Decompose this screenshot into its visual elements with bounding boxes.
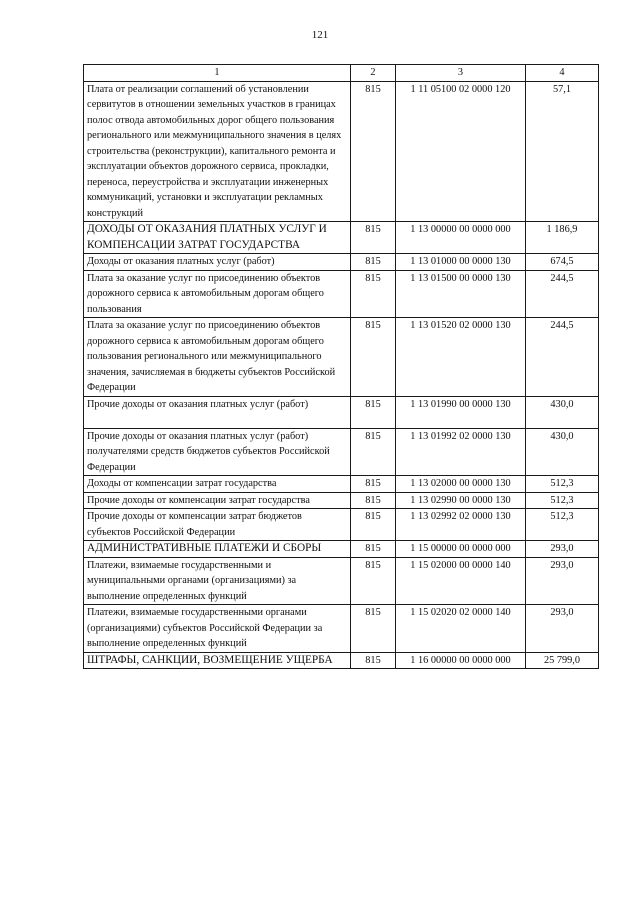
cell-amount: 674,5 [526, 254, 599, 271]
cell-kbk-code: 1 15 02000 00 0000 140 [396, 557, 526, 605]
cell-amount: 512,3 [526, 509, 599, 541]
cell-name: Плата от реализации соглашений об установлении сервитутов в отношении земельных участков в границах полос отвода автомобильных дорог общего пользования регионального или межмуниципального значения в целях строительства (реконструкции), капитального ремонта и эксплуатации объектов дорожного сервиса, прокладки, переноса, переустройства и эксплуатации инженерных коммуникаций, установки и эксплуатации рекламных конструкций [84, 81, 351, 222]
cell-amount: 293,0 [526, 605, 599, 653]
cell-kbk-code: 1 13 01500 00 0000 130 [396, 270, 526, 318]
cell-name: Прочие доходы от компенсации затрат государства [84, 492, 351, 509]
cell-amount: 430,0 [526, 428, 599, 476]
table-row [84, 222, 599, 254]
cell-kbk-code: 1 13 01990 00 0000 130 [396, 396, 526, 428]
revenue-table [83, 64, 599, 669]
cell-amount: 430,0 [526, 396, 599, 428]
cell-kbk-code: 1 13 01520 02 0000 130 [396, 318, 526, 397]
cell-name: ШТРАФЫ, САНКЦИИ, ВОЗМЕЩЕНИЕ УЩЕРБА [84, 652, 351, 669]
cell-amount: 512,3 [526, 492, 599, 509]
column-header-3: 3 [396, 65, 526, 82]
table-row [84, 318, 599, 397]
cell-admin-code: 815 [351, 318, 396, 397]
cell-name: ДОХОДЫ ОТ ОКАЗАНИЯ ПЛАТНЫХ УСЛУГ И КОМПЕНСАЦИИ ЗАТРАТ ГОСУДАРСТВА [84, 222, 351, 254]
cell-amount: 244,5 [526, 270, 599, 318]
cell-admin-code: 815 [351, 509, 396, 541]
table-row [84, 652, 599, 669]
cell-name: Платежи, взимаемые государственными органами (организациями) субъектов Российской Федерации за выполнение определенных функций [84, 605, 351, 653]
table-row [84, 254, 599, 271]
table-row [84, 557, 599, 605]
cell-name: АДМИНИСТРАТИВНЫЕ ПЛАТЕЖИ И СБОРЫ [84, 541, 351, 558]
cell-name: Прочие доходы от оказания платных услуг (работ) [84, 396, 351, 428]
cell-name: Доходы от оказания платных услуг (работ) [84, 254, 351, 271]
column-header-4: 4 [526, 65, 599, 82]
cell-name: Доходы от компенсации затрат государства [84, 476, 351, 493]
cell-admin-code: 815 [351, 270, 396, 318]
cell-kbk-code: 1 13 02000 00 0000 130 [396, 476, 526, 493]
table-row [84, 605, 599, 653]
cell-name: Платежи, взимаемые государственными и муниципальными органами (организациями) за выполнение определенных функций [84, 557, 351, 605]
cell-amount: 25 799,0 [526, 652, 599, 669]
table-row [84, 270, 599, 318]
cell-kbk-code: 1 16 00000 00 0000 000 [396, 652, 526, 669]
table-row [84, 428, 599, 476]
table-row [84, 492, 599, 509]
cell-admin-code: 815 [351, 652, 396, 669]
cell-kbk-code: 1 15 02020 02 0000 140 [396, 605, 526, 653]
cell-admin-code: 815 [351, 396, 396, 428]
cell-admin-code: 815 [351, 81, 396, 222]
table-row [84, 396, 599, 428]
cell-amount: 512,3 [526, 476, 599, 493]
cell-kbk-code: 1 13 02992 02 0000 130 [396, 509, 526, 541]
cell-admin-code: 815 [351, 557, 396, 605]
table-row [84, 509, 599, 541]
cell-admin-code: 815 [351, 541, 396, 558]
cell-kbk-code: 1 13 00000 00 0000 000 [396, 222, 526, 254]
table-row [84, 81, 599, 222]
cell-admin-code: 815 [351, 254, 396, 271]
cell-amount: 1 186,9 [526, 222, 599, 254]
cell-kbk-code: 1 13 02990 00 0000 130 [396, 492, 526, 509]
cell-amount: 57,1 [526, 81, 599, 222]
cell-name: Прочие доходы от оказания платных услуг (работ) получателями средств бюджетов субъектов Российской Федерации [84, 428, 351, 476]
column-header-1: 1 [84, 65, 351, 82]
page-number: 121 [311, 29, 329, 41]
cell-admin-code: 815 [351, 476, 396, 493]
cell-kbk-code: 1 13 01992 02 0000 130 [396, 428, 526, 476]
cell-amount: 293,0 [526, 557, 599, 605]
cell-admin-code: 815 [351, 605, 396, 653]
cell-admin-code: 815 [351, 428, 396, 476]
table-header-row [84, 65, 599, 82]
table-row [84, 541, 599, 558]
table-row [84, 476, 599, 493]
cell-admin-code: 815 [351, 222, 396, 254]
cell-kbk-code: 1 13 01000 00 0000 130 [396, 254, 526, 271]
cell-admin-code: 815 [351, 492, 396, 509]
cell-amount: 293,0 [526, 541, 599, 558]
column-header-2: 2 [351, 65, 396, 82]
cell-name: Прочие доходы от компенсации затрат бюджетов субъектов Российской Федерации [84, 509, 351, 541]
cell-kbk-code: 1 15 00000 00 0000 000 [396, 541, 526, 558]
cell-name: Плата за оказание услуг по присоединению объектов дорожного сервиса к автомобильным дорогам общего пользования [84, 270, 351, 318]
table-body [84, 81, 599, 669]
cell-name: Плата за оказание услуг по присоединению объектов дорожного сервиса к автомобильным дорогам общего пользования регионального или межмуниципального значения, зачисляемая в бюджеты субъектов Российской Федерации [84, 318, 351, 397]
cell-amount: 244,5 [526, 318, 599, 397]
cell-kbk-code: 1 11 05100 02 0000 120 [396, 81, 526, 222]
